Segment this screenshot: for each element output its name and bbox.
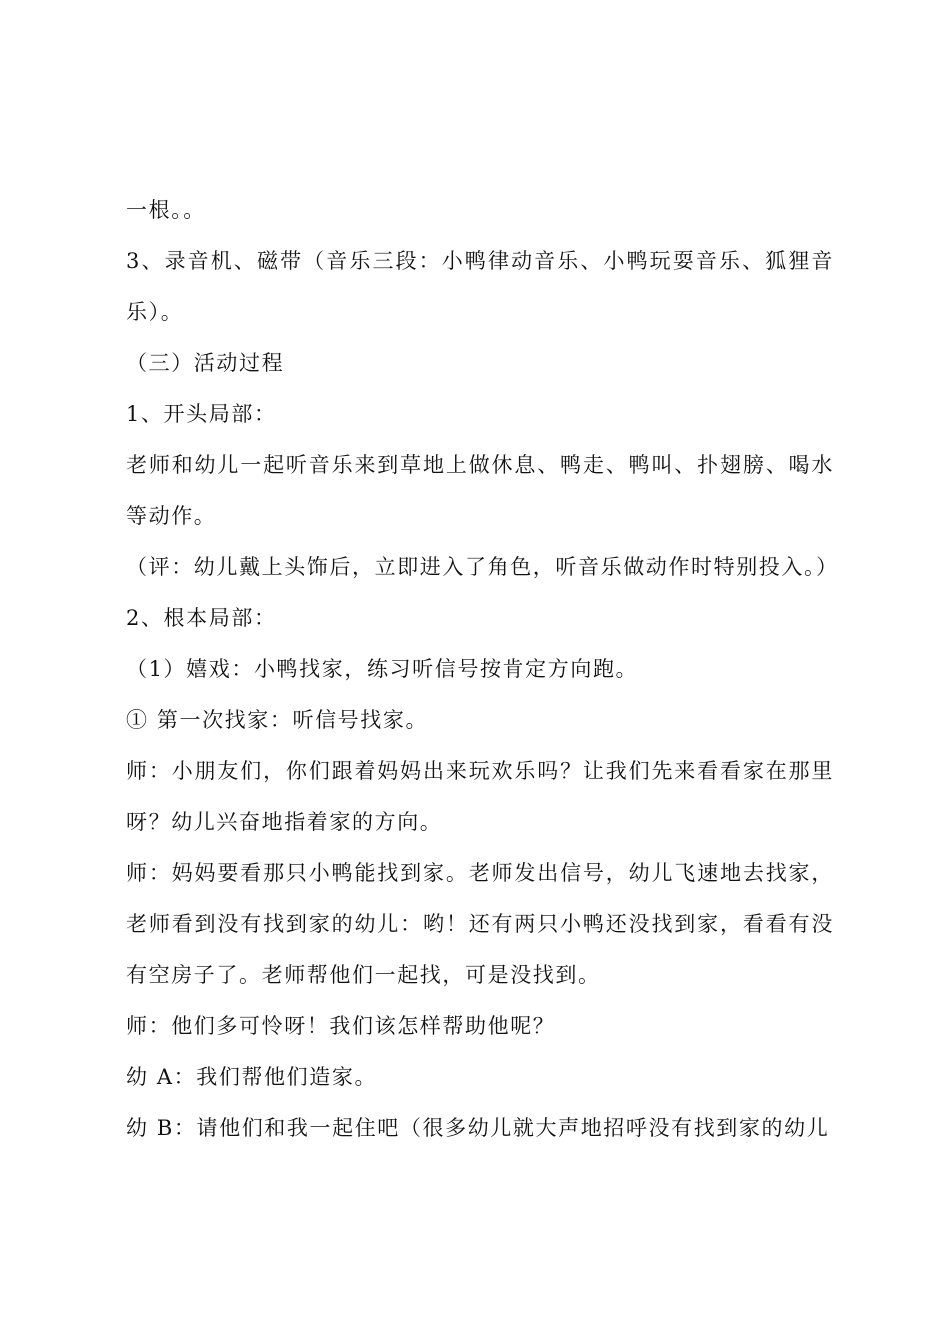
- paragraph-child-a: 幼 A：我们帮他们造家。: [126, 1065, 378, 1089]
- paragraph-child-b: 幼 B：请他们和我一起住吧（很多幼儿就大声地招呼没有找到家的幼儿: [126, 1116, 830, 1140]
- subheading-opening-part: 1、开头局部：: [126, 402, 277, 426]
- paragraph-teacher-help: 师：他们多可怜呀！我们该怎样帮助他呢？: [126, 1014, 556, 1038]
- paragraph-first-search: ① 第一次找家：听信号找家。: [126, 708, 429, 732]
- paragraph-comment: （评：幼儿戴上头饰后，立即进入了角色，听音乐做动作时特别投入。）: [126, 555, 839, 579]
- paragraph-teacher-question: 师：小朋友们，你们跟着妈妈出来玩欢乐吗？让我们先来看看家在那里呀？幼儿兴奋地指着家的方向。: [126, 759, 834, 834]
- paragraph-materials-item-3: 3、录音机、磁带（音乐三段：小鸭律动音乐、小鸭玩耍音乐、狐狸音乐）。: [126, 249, 834, 324]
- paragraph-line: 一根。。: [126, 198, 206, 222]
- document-body: [126, 185, 839, 1154]
- section-heading-activity-process: （三）活动过程: [126, 351, 285, 375]
- subheading-main-part: 2、根本局部：: [126, 606, 277, 630]
- paragraph-opening-activity: 老师和幼儿一起听音乐来到草地上做休息、鸭走、鸭叫、扑翅膀、喝水等动作。: [126, 453, 834, 528]
- paragraph-teacher-signal: 师：妈妈要看那只小鸭能找到家。老师发出信号，幼儿飞速地去找家，老师看到没有找到家的幼儿：哟！还有两只小鸭还没找到家，看看有没有空房子了。老师帮他们一起找，可是没找到。: [126, 861, 834, 987]
- paragraph-game-title: （1）嬉戏：小鸭找家，练习听信号按肯定方向跑。: [126, 657, 639, 681]
